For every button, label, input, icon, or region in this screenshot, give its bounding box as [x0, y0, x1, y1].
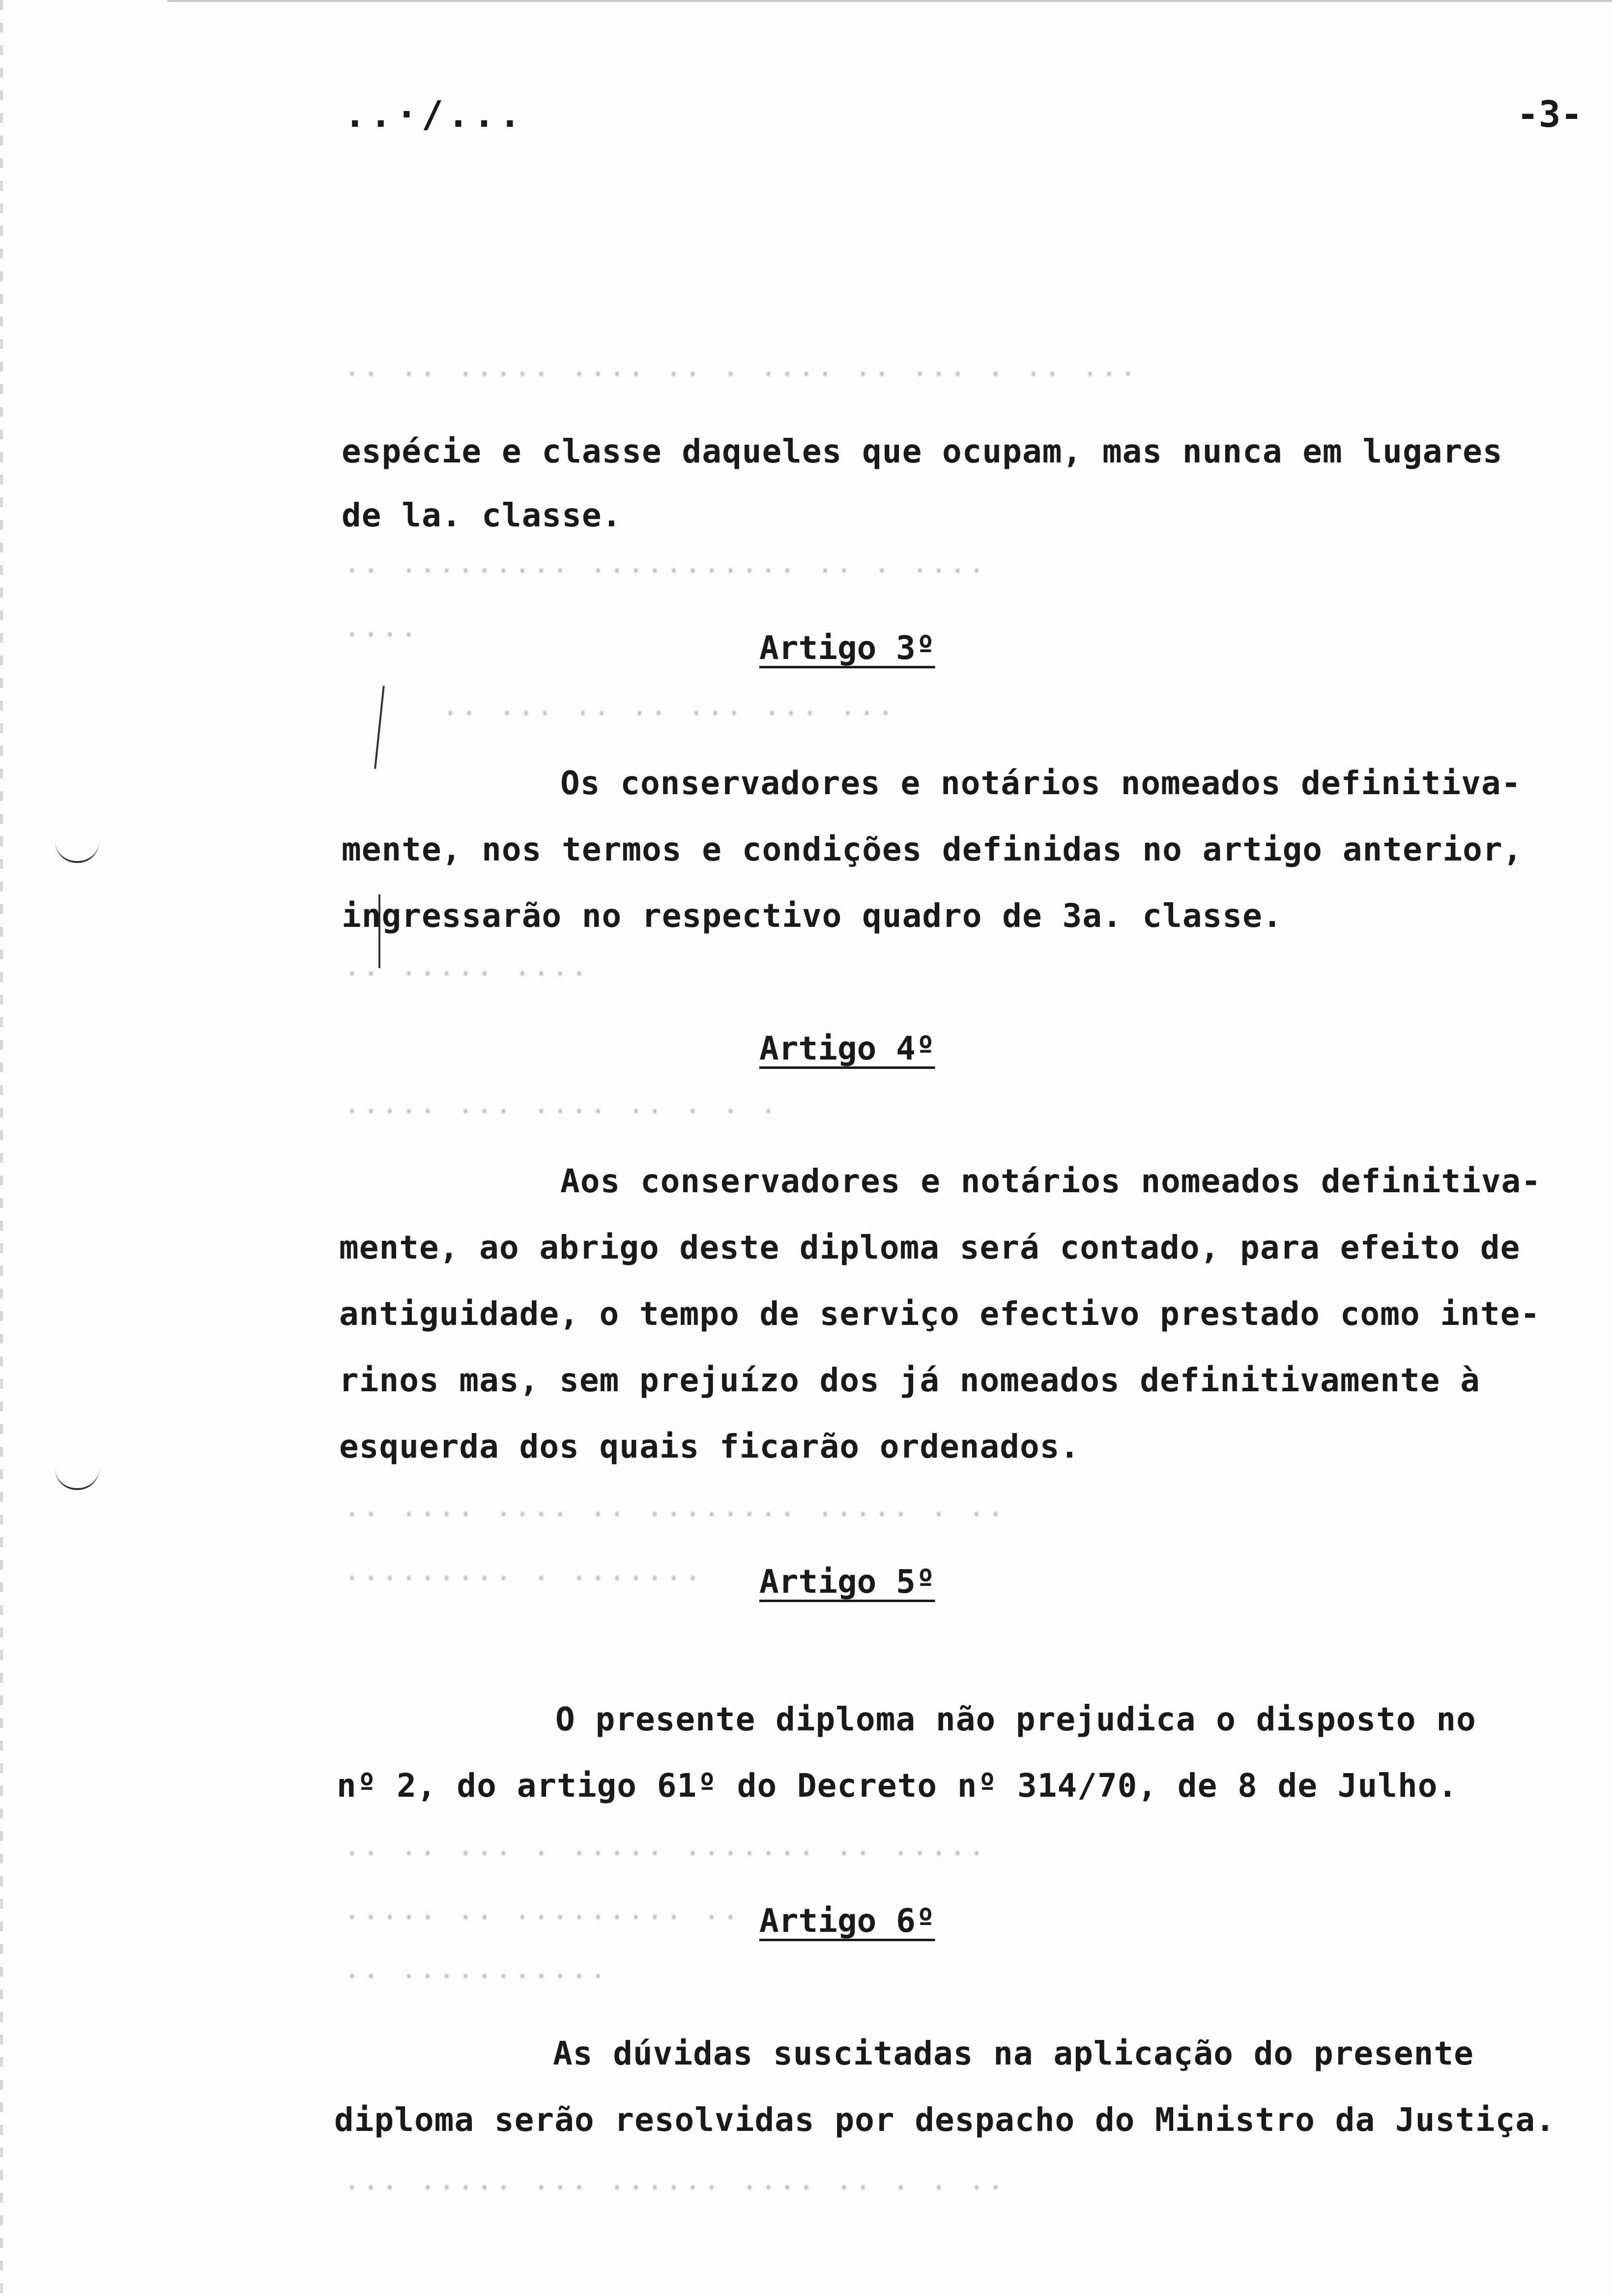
article-heading: Artigo 5º [759, 1563, 935, 1601]
article-line: esquerda dos quais ficarão ordenados. [339, 1428, 1080, 1465]
article-heading: Artigo 3º [759, 629, 935, 667]
bleed-through-text: ·· ···· ···· ·· ········ ····· · ·· [344, 1499, 1007, 1530]
bleed-through-text: ·· ··· ·· ·· ··· ··· ··· [442, 698, 897, 729]
paragraph-line: de la. classe. [342, 496, 622, 534]
scan-left-edge [0, 0, 3, 2296]
continuation-mark: ..·/... [344, 93, 525, 136]
article-line: ingressarão no respectivo quadro de 3a. classe. [342, 897, 1283, 935]
article-line: rinos mas, sem prejuízo dos já nomeados definitivamente à [339, 1361, 1480, 1399]
bleed-through-text: ·· ········· ··········· ·· · ···· [344, 555, 988, 586]
page-number: -3- [1517, 93, 1583, 136]
article-line: antiguidade, o tempo de serviço efectivo prestado como inte- [339, 1295, 1541, 1333]
article-line: O presente diploma não prejudica o disposto no [555, 1700, 1476, 1738]
bleed-through-text: ·· ·· ··· · ····· ······· ·· ····· [344, 1838, 988, 1869]
article-line: Os conservadores e notários nomeados definitiva- [560, 764, 1522, 802]
bleed-through-text: ·· ··········· [344, 1961, 609, 1992]
paragraph-line: espécie e classe daqueles que ocupam, mas nunca em lugares [342, 432, 1503, 470]
margin-pen-mark [374, 686, 385, 769]
bleed-through-text: ·· ····· ···· [344, 958, 590, 989]
bleed-through-text: ····· ·· ········· ·· [344, 1902, 742, 1933]
article-line: As dúvidas suscitadas na aplicação do presente [553, 2035, 1474, 2072]
bleed-through-text: ·· ·· ····· ···· ·· · ···· ·· ··· · ·· ··· [344, 359, 1139, 390]
article-line: Aos conservadores e notários nomeados definitiva- [560, 1162, 1542, 1200]
bleed-through-text: ···· [344, 619, 420, 650]
article-line: mente, ao abrigo deste diploma será contado, para efeito de [339, 1229, 1521, 1266]
bleed-through-text: ··· ····· ··· ······ ···· ·· · · ·· [344, 2172, 1007, 2203]
article-line: mente, nos termos e condições definidas no artigo anterior, [342, 831, 1523, 868]
bleed-through-text: ····· ··· ···· ·· · · · [344, 1096, 779, 1127]
article-line: nº 2, do artigo 61º do Decreto nº 314/70, de 8 de Julho. [337, 1767, 1458, 1805]
scan-top-edge [167, 0, 1612, 2]
article-heading: Artigo 6º [759, 1902, 935, 1940]
punch-hole-mark [55, 841, 99, 863]
article-line: diploma serão resolvidas por despacho do Ministro da Justiça. [334, 2101, 1555, 2139]
bleed-through-text: ········· · ······· [344, 1563, 704, 1594]
article-heading: Artigo 4º [759, 1030, 935, 1067]
punch-hole-mark [55, 1468, 99, 1490]
